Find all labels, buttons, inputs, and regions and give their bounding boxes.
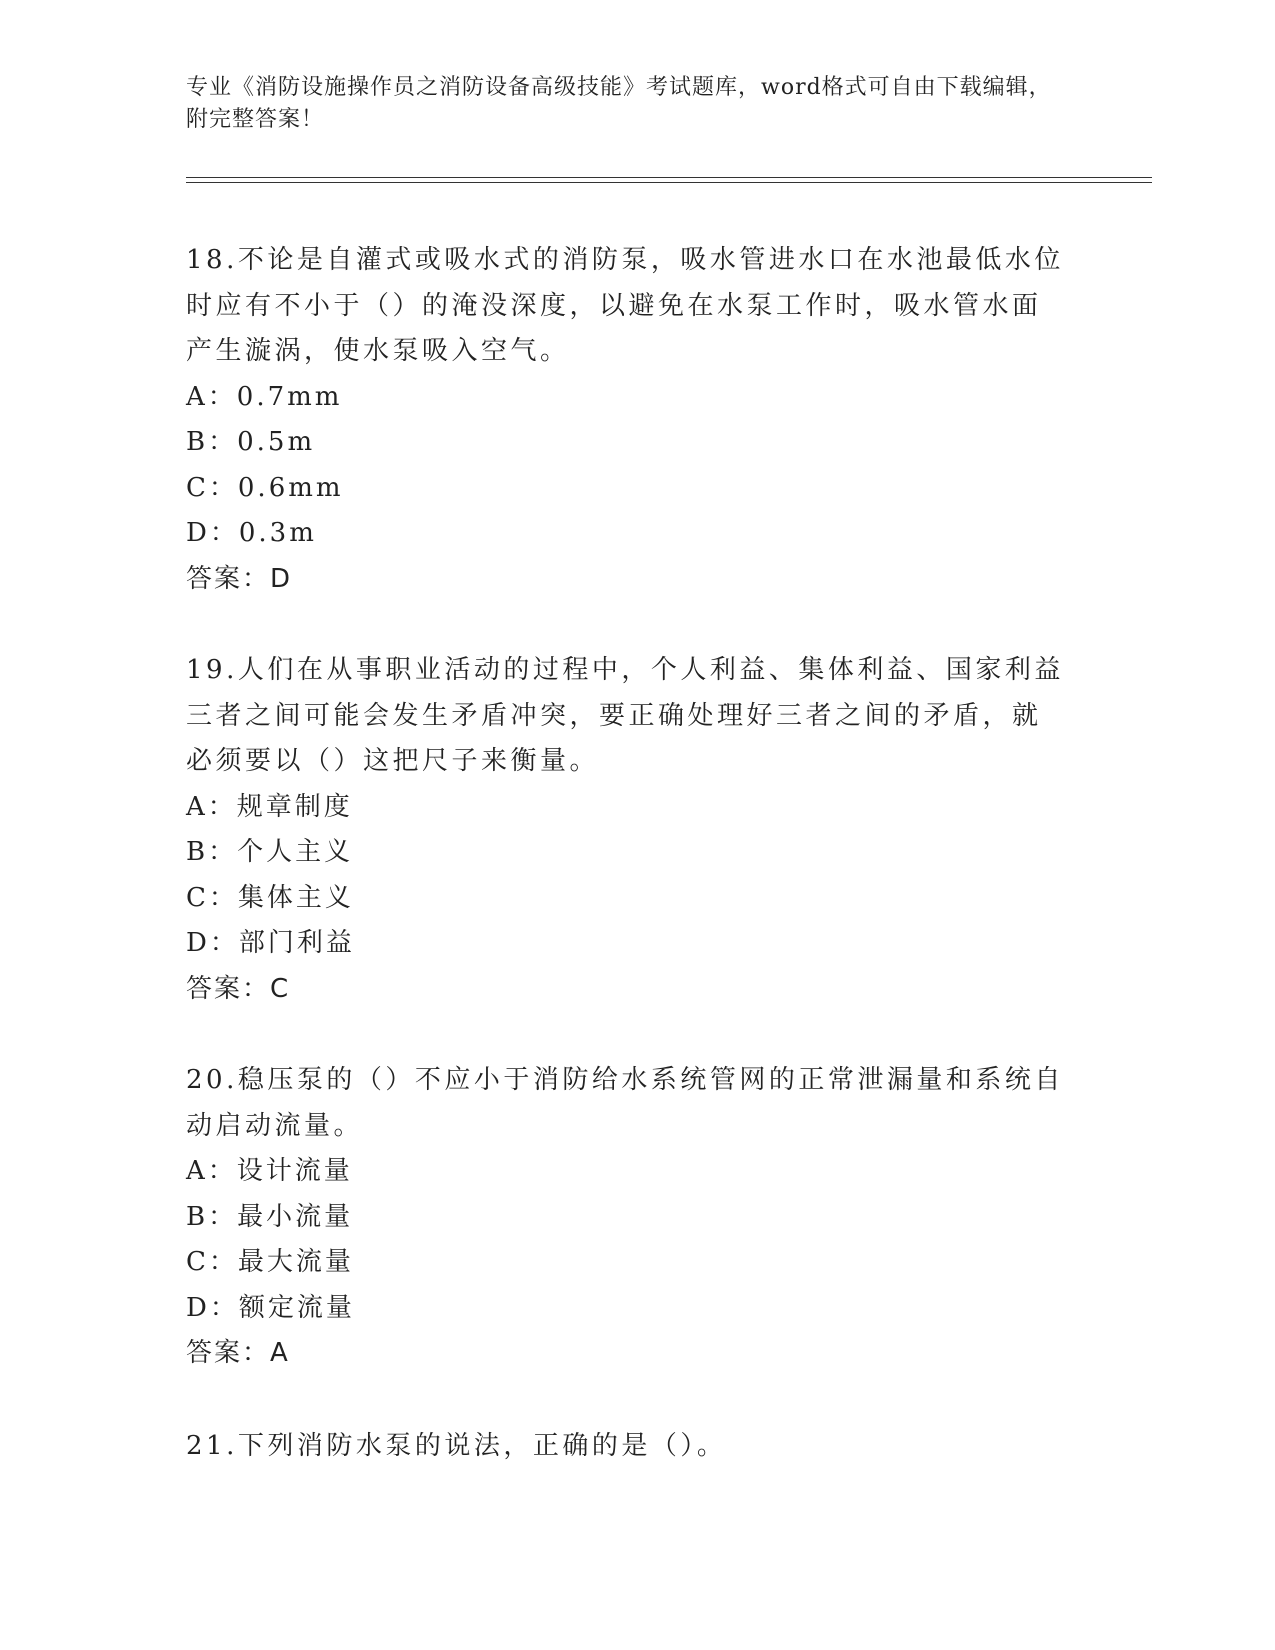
question-19 bbox=[186, 648, 1066, 1012]
option-a: A：设计流量 bbox=[186, 1156, 353, 1186]
question-20 bbox=[186, 1058, 1066, 1377]
header-rule-top bbox=[186, 177, 1152, 178]
option-c: C：0.6mm bbox=[186, 472, 344, 503]
answer: 答案：C bbox=[186, 973, 291, 1004]
option-d: D：0.3m bbox=[186, 518, 317, 548]
option-d: D：部门利益 bbox=[186, 928, 355, 958]
question-stem: 20.稳压泵的（）不应小于消防给水系统管网的正常泄漏量和系统自动启动流量。 bbox=[186, 1065, 1064, 1141]
header-rule-bottom bbox=[186, 182, 1152, 183]
question-stem: 19.人们在从事职业活动的过程中，个人利益、集体利益、国家利益三者之间可能会发生矛盾冲突，要正确处理好三者之间的矛盾，就必须要以（）这把尺子来衡量。 bbox=[186, 655, 1064, 776]
question-18 bbox=[186, 238, 1066, 602]
answer: 答案：A bbox=[186, 1338, 290, 1368]
question-stem: 21.下列消防水泵的说法，正确的是（）。 bbox=[186, 1431, 727, 1461]
option-b: B：0.5m bbox=[186, 427, 316, 457]
question-21 bbox=[186, 1424, 1066, 1470]
document-header: 专业《消防设施操作员之消防设备高级技能》考试题库，word格式可自由下载编辑，附完整答案！ bbox=[186, 75, 1052, 132]
option-c: C：集体主义 bbox=[186, 882, 354, 913]
option-d: D：额定流量 bbox=[186, 1292, 355, 1323]
option-c: C：最大流量 bbox=[186, 1247, 354, 1277]
question-stem: 18.不论是自灌式或吸水式的消防泵，吸水管进水口在水池最低水位时应有不小于（）的淹没深度，以避免在水泵工作时，吸水管水面产生漩涡，使水泵吸入空气。 bbox=[186, 245, 1064, 366]
option-b: B：个人主义 bbox=[186, 837, 354, 867]
option-a: A：规章制度 bbox=[186, 791, 353, 822]
answer: 答案：D bbox=[186, 563, 293, 594]
option-a: A：0.7mm bbox=[186, 381, 343, 412]
option-b: B：最小流量 bbox=[186, 1201, 354, 1232]
